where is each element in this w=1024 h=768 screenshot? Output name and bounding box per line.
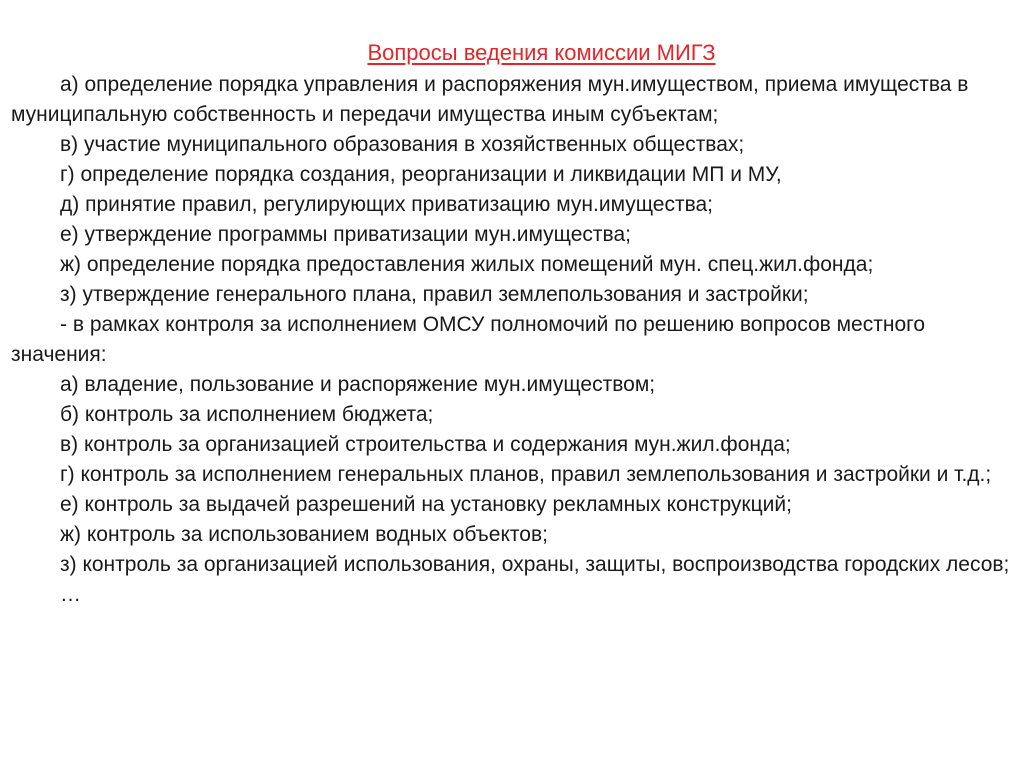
list-item: … bbox=[60, 583, 81, 606]
list-item: в) контроль за организацией строительства и содержания мун.жил.фонда; bbox=[60, 433, 791, 456]
slide-body bbox=[11, 70, 1010, 610]
list-item: е) контроль за выдачей разрешений на установку рекламных конструкций; bbox=[60, 493, 792, 516]
list-item: з) утверждение генерального плана, правил землепользования и застройки; bbox=[60, 283, 809, 306]
list-item: а) определение порядка управления и распоряжения мун.имуществом, приема имущества в муниципальную собственность и передачи имущества иным субъектам; bbox=[11, 73, 969, 126]
list-item: - в рамках контроля за исполнением ОМСУ полномочий по решению вопросов местного значения: bbox=[11, 313, 926, 366]
list-item: в) участие муниципального образования в хозяйственных обществах; bbox=[60, 133, 745, 156]
list-item: ж) определение порядка предоставления жилых помещений мун. спец.жил.фонда; bbox=[60, 253, 874, 276]
list-item: б) контроль за исполнением бюджета; bbox=[60, 403, 434, 426]
slide-title: Вопросы ведения комиссии МИГЗ bbox=[367, 40, 716, 65]
list-item: а) владение, пользование и распоряжение мун.имуществом; bbox=[60, 373, 656, 396]
list-item: ж) контроль за использованием водных объектов; bbox=[60, 523, 548, 546]
list-item: з) контроль за организацией использования, охраны, защиты, воспроизводства городских лесов; bbox=[60, 553, 1010, 576]
list-item: д) принятие правил, регулирующих приватизацию мун.имущества; bbox=[60, 193, 714, 216]
list-item: г) определение порядка создания, реорганизации и ликвидации МП и МУ, bbox=[60, 163, 782, 186]
list-item: г) контроль за исполнением генеральных планов, правил землепользования и застройки и т.д.; bbox=[60, 463, 992, 486]
list-item: е) утверждение программы приватизации мун.имущества; bbox=[60, 223, 631, 246]
